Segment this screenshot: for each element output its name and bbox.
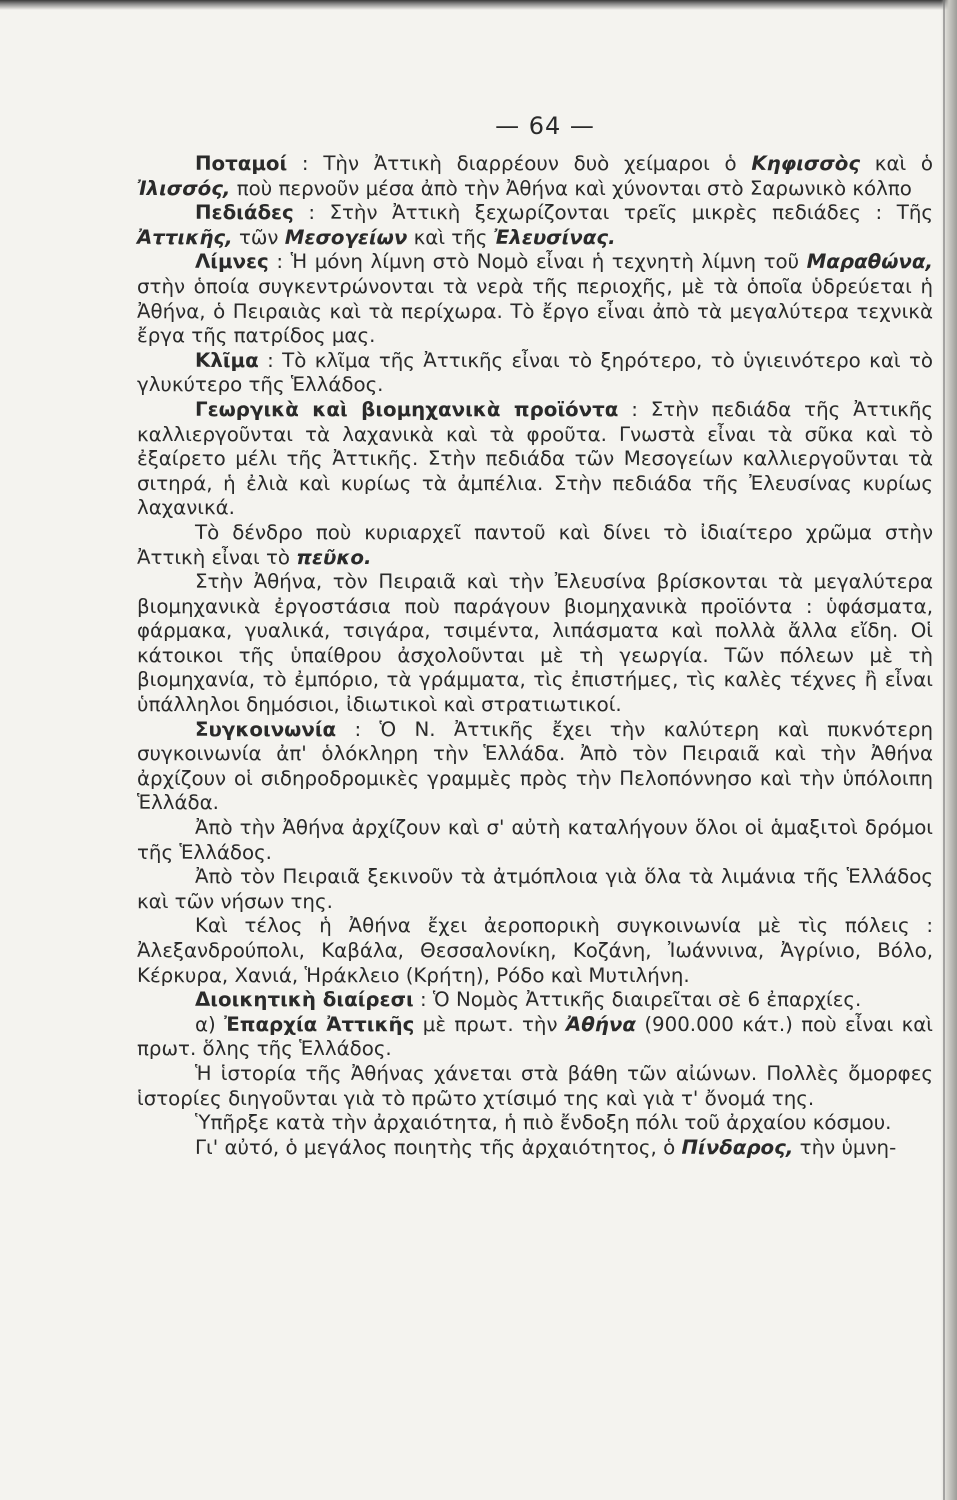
section-heading: Συγκοινωνία bbox=[195, 717, 337, 741]
paragraph bbox=[137, 1013, 933, 1062]
page-number: — 64 — bbox=[495, 112, 595, 140]
paragraph bbox=[137, 914, 933, 988]
paragraph bbox=[137, 349, 933, 398]
paragraph-text: Τὸ δένδρο ποὺ κυριαρχεῖ παντοῦ καὶ δίνει τὸ ἰδιαίτερο χρῶμα στὴν Ἀττικὴ εἶναι τὸ bbox=[137, 520, 933, 569]
paragraph bbox=[137, 152, 933, 201]
paragraph bbox=[137, 201, 933, 250]
section-heading: Διοικητικὴ διαίρεσι bbox=[195, 988, 414, 1012]
paragraph-text: Ὑπῆρξε κατὰ τὴν ἀρχαιότητα, ἡ πιὸ ἔνδοξη πόλι τοῦ ἀρχαίου κόσμου. bbox=[195, 1111, 892, 1135]
section-heading: Λίμνες bbox=[195, 250, 269, 274]
page-body-text bbox=[137, 152, 933, 1160]
paragraph bbox=[137, 398, 933, 521]
paragraph-text: : Ὁ Νομὸς Ἀττικῆς διαιρεῖται σὲ 6 ἐπαρχίες. bbox=[413, 988, 862, 1012]
section-heading: Γεωργικὰ καὶ βιομηχανικὰ προϊόντα bbox=[195, 397, 619, 421]
paragraph-text: : Τὸ κλῖμα τῆς Ἀττικῆς εἶναι τὸ ξηρότερο, τὸ ὑγιεινότερο καὶ τὸ γλυκύτερο τῆς Ἑλλάδος. bbox=[137, 348, 933, 397]
paragraph-text: Γι' αὐτό, ὁ μεγάλος ποιητὴς τῆς ἀρχαιότητος, ὁ bbox=[195, 1135, 682, 1159]
emphasized-name: Ἐλευσίνας. bbox=[493, 225, 616, 249]
paragraph-text: α) bbox=[195, 1012, 225, 1036]
section-heading: Κλῖμα bbox=[195, 348, 259, 372]
paragraph-text: καὶ τῆς bbox=[407, 225, 494, 249]
paragraph-text: : Στὴν πεδιάδα τῆς Ἀττικῆς καλλιεργοῦνται τὰ λαχανικὰ καὶ τὰ φροῦτα. Γνωστὰ εἶναι τὰ σῦκα καὶ τὸ ἐξαίρετο μέλι τῆς Ἀττικῆς. Στὴν πεδιάδα τῶν Μεσογείων καλλιεργοῦνται τὰ σιτηρά, ἡ ἐλιὰ καὶ κυρίως τὰ ἀμπέλια. Στὴν πεδιάδα τῆς Ἐλευσίνας κυρίως λαχανικά. bbox=[137, 397, 933, 520]
paragraph bbox=[137, 988, 933, 1013]
emphasized-name: Ἀθήνα bbox=[565, 1012, 636, 1036]
paragraph-text: Στὴν Ἀθήνα, τὸν Πειραιᾶ καὶ τὴν Ἐλευσίνα βρίσκονται τὰ μεγαλύτερα βιομηχανικὰ ἐργοστάσια ποὺ παράγουν βιομηχανικὰ προϊόντα : ὑφάσματα, φάρμακα, γυαλικά, τσιγάρα, τσιμέντα, λιπάσματα καὶ πολλὰ ἄλλα εἴδη. Οἱ κάτοικοι τῆς ὑπαίθρου ἀσχολοῦνται μὲ τὴ γεωργία. Τῶν πόλεων μὲ τὴ βιομηχανία, τὸ ἐμπόριο, τὰ γράμματα, τὶς ἐπιστήμες, τὶς καλὲς τέχνες ἢ εἶναι ὑπάλληλοι δημόσιοι, ἰδιωτικοὶ καὶ στρατιωτικοί. bbox=[137, 570, 933, 717]
paragraph-text: : Τὴν Ἀττικὴ διαρρέουν δυὸ χείμαροι ὁ bbox=[287, 152, 752, 175]
paragraph-text: τῶν bbox=[232, 225, 285, 249]
paragraph bbox=[137, 570, 933, 718]
emphasized-name: Μεσογείων bbox=[284, 225, 408, 249]
emphasized-name: Ἰλισσός, bbox=[137, 176, 231, 200]
paragraph bbox=[137, 1136, 933, 1161]
paragraph-text: ποὺ περνοῦν μέσα ἀπὸ τὴν Ἀθήνα καὶ χύνονται στὸ Σαρωνικὸ κόλπο bbox=[230, 176, 912, 200]
paragraph-text: τὴν ὑμνη- bbox=[793, 1135, 897, 1159]
paragraph-text: (900.000 κάτ.) ποὺ εἶναι καὶ πρωτ. ὅλης τῆς Ἑλλάδος. bbox=[137, 1012, 933, 1061]
emphasized-name: Ἀττικῆς, bbox=[137, 225, 233, 249]
emphasized-name: Πίνδαρος, bbox=[681, 1135, 794, 1159]
paragraph bbox=[137, 865, 933, 914]
section-heading: Ἐπαρχία Ἀττικῆς bbox=[224, 1012, 415, 1036]
scan-right-edge-line bbox=[943, 0, 945, 1500]
paragraph-text: Ἡ ἱστορία τῆς Ἀθήνας χάνεται στὰ βάθη τῶν αἰώνων. Πολλὲς ὄμορφες ἱστορίες διηγοῦνται γιὰ τὸ πρῶτο χτίσιμό της καὶ γιὰ τ' ὄνομά της. bbox=[137, 1061, 933, 1110]
paragraph-text: στὴν ὁποία συγκεντρώνονται τὰ νερὰ τῆς περιοχῆς, μὲ τὰ ὁποῖα ὑδρεύεται ἡ Ἀθήνα, ὁ Πειραιὰς καὶ τὰ περίχωρα. Τὸ ἔργο εἶναι ἀπὸ τὰ μεγαλύτερα τεχνικὰ ἔργα τῆς πατρίδος μας. bbox=[137, 274, 933, 348]
paragraph bbox=[137, 1062, 933, 1111]
section-heading: Πεδιάδες bbox=[195, 201, 294, 225]
paragraph-text: μὲ πρωτ. τὴν bbox=[414, 1012, 566, 1036]
paragraph-text: : Ἡ μόνη λίμνη στὸ Νομὸ εἶναι ἡ τεχνητὴ λίμνη τοῦ bbox=[268, 250, 807, 274]
emphasized-name: Κηφισσὸς bbox=[751, 152, 861, 175]
emphasized-name: Μαραθώνα, bbox=[806, 250, 933, 274]
paragraph bbox=[137, 250, 933, 348]
scan-top-edge bbox=[0, 0, 957, 10]
paragraph-text: : Στὴν Ἀττικὴ ξεχωρίζονται τρεῖς μικρὲς πεδιάδες : Τῆς bbox=[293, 201, 933, 225]
paragraph bbox=[137, 816, 933, 865]
emphasized-name: πεῦκο. bbox=[296, 545, 372, 569]
paragraph bbox=[137, 521, 933, 570]
section-heading: Ποταμοί bbox=[195, 152, 288, 175]
paragraph-text: Ἀπὸ τὴν Ἀθήνα ἀρχίζουν καὶ σ' αὐτὴ καταλήγουν ὅλοι οἱ ἁμαξιτοὶ δρόμοι τῆς Ἑλλάδος. bbox=[137, 816, 933, 864]
paragraph bbox=[137, 1111, 933, 1136]
paragraph-text: : Ὁ Ν. Ἀττικῆς ἔχει τὴν καλύτερη καὶ πυκνότερη συγκοινωνία ἀπ' ὁλόκληρη τὴν Ἑλλάδα. Ἀπὸ τὸν Πειραιᾶ καὶ τὴν Ἀθήνα ἀρχίζουν οἱ σιδηροδρομικὲς γραμμὲς πρὸς τὴν Πελοπόννησο καὶ τὴν ὑπόλοιπη Ἑλλάδα. bbox=[137, 717, 933, 815]
paragraph bbox=[137, 718, 933, 816]
paragraph-text: καὶ ὁ bbox=[860, 152, 933, 175]
paragraph-text: Καὶ τέλος ἡ Ἀθήνα ἔχει ἀεροπορικὴ συγκοινωνία μὲ τὶς πόλεις : Ἀλεξανδρούπολι, Καβάλα, Θεσσαλονίκη, Κοζάνη, Ἰωάννινα, Ἀγρίνιο, Βόλο, Κέρκυρα, Χανιά, Ἡράκλειο (Κρήτη), Ρόδο καὶ Μυτιλήνη. bbox=[137, 914, 933, 987]
paragraph-text: Ἀπὸ τὸν Πειραιᾶ ξεκινοῦν τὰ ἀτμόπλοια γιὰ ὅλα τὰ λιμάνια τῆς Ἑλλάδος καὶ τῶν νήσων της. bbox=[137, 865, 933, 913]
